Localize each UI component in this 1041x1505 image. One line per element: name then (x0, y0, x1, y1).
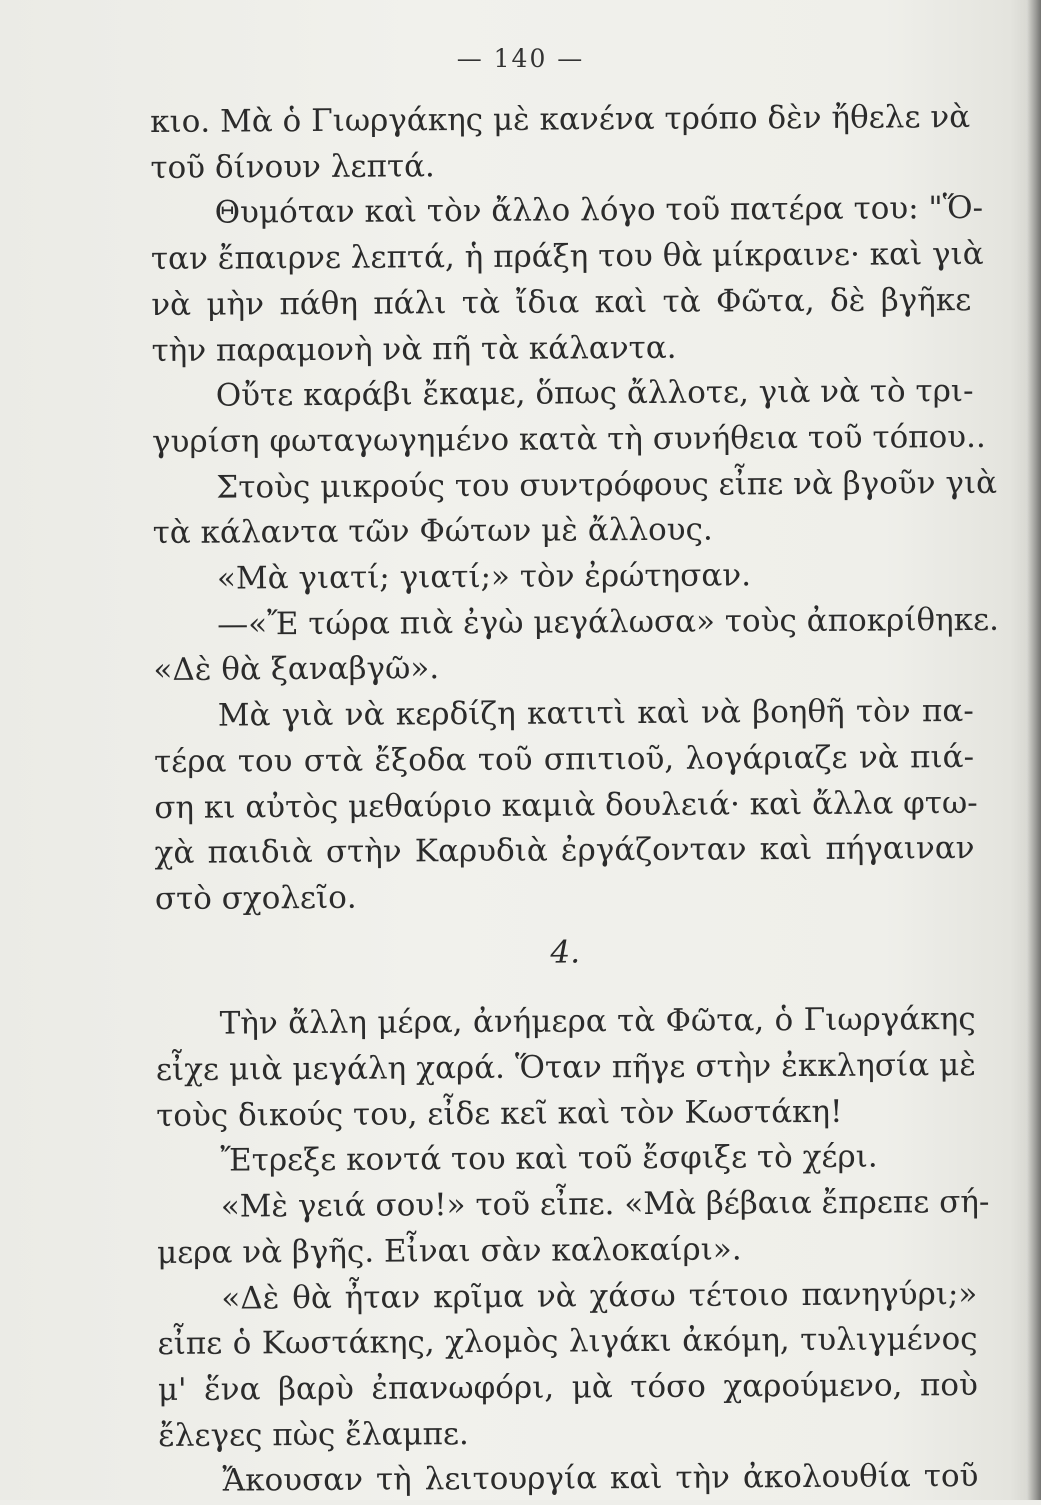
text-line: μ' ἕνα βαρὺ ἐπανωφόρι, μὰ τόσο χαρούμενο, ποὺ (157, 1366, 978, 1408)
paragraph (157, 1272, 978, 1460)
page-body (150, 95, 1000, 1505)
paragraph (156, 1180, 990, 1276)
text-line: εἶπε ὁ Κωστάκης, χλομὸς λιγάκι ἀκόμη, τυλιγμένος (157, 1321, 978, 1363)
page-number: — 140 — (456, 44, 585, 73)
paragraph (158, 1454, 978, 1505)
paragraph (151, 369, 986, 465)
text-line: Οὔτε καράβι ἔκαμε, ὅπως ἄλλοτε, γιὰ νὰ τὸ τρι- (215, 373, 974, 414)
text-line: Μὰ γιὰ νὰ κερδίζη κατιτὶ καὶ νὰ βοηθῆ τὸν πα- (217, 693, 974, 734)
text-line: ση κι αὐτὸς μεθαύριο καμιὰ δουλειά· καὶ ἄλλα φτω- (154, 784, 978, 826)
paragraph (156, 997, 977, 1139)
text-line: «Δὲ θὰ ξαναβγῶ». (153, 650, 440, 689)
book-spine-shadow (1027, 0, 1041, 1500)
text-line: Ἔτρεξε κοντά του καὶ τοῦ ἔσφιξε τὸ χέρι. (220, 1139, 878, 1180)
text-line: Στοὺς μικρούς του συντρόφους εἶπε νὰ βγοῦν γιὰ (216, 464, 998, 506)
text-line: στὸ σχολεῖο. (154, 879, 357, 917)
paragraph (153, 689, 978, 923)
text-line: μερα νὰ βγῆς. Εἶναι σὰν καλοκαίρι». (156, 1231, 742, 1271)
text-line: ἔλεγες πὼς ἔλαμπε. (158, 1415, 469, 1454)
text-line: «Μὲ γειά σου!» τοῦ εἶπε. «Μὰ βέβαια ἔπρεπε σή- (220, 1184, 990, 1225)
text-line: κιο. Μὰ ὁ Γιωργάκης μὲ κανένα τρόπο δὲν ἤθελε νὰ (150, 98, 971, 140)
paragraph (153, 552, 973, 603)
section-heading: 4. (550, 934, 581, 971)
text-line: νὰ μὴν πάθη πάλι τὰ ἴδια καὶ τὰ Φῶτα, δὲ βγῆκε (151, 281, 972, 323)
text-line: τὰ κάλαντα τῶν Φώτων μὲ ἄλλους. (152, 511, 713, 552)
text-line: γυρίση φωταγωγημένο κατὰ τὴ συνήθεια τοῦ τόπου.. (151, 418, 986, 460)
text-line: Θυμόταν καὶ τὸν ἄλλο λόγο τοῦ πατέρα του: "Ὅ- (214, 190, 984, 232)
text-line: εἶχε μιὰ μεγάλη χαρά. Ὅταν πῆγε στὴν ἐκκλησία μὲ (155, 1047, 977, 1089)
text-line: ταν ἔπαιρνε λεπτά, ἡ πράξη του θὰ μίκραινε· καὶ γιὰ (150, 236, 984, 278)
text-line: τοὺς δικούς του, εἶδε κεῖ καὶ τὸν Κωστάκη! (156, 1093, 843, 1134)
text-line: τέρα του στὰ ἔξοδα τοῦ σπιτιοῦ, λογάριαζε νὰ πιά- (153, 738, 975, 780)
paragraph (156, 1134, 976, 1185)
paragraph (153, 598, 1000, 694)
text-line: «Δὲ θὰ ἦταν κρῖμα νὰ χάσω τέτοιο πανηγύρι;» (221, 1275, 978, 1317)
paragraph (150, 95, 971, 191)
text-line: Τὴν ἄλλη μέρα, ἀνήμερα τὰ Φῶτα, ὁ Γιωργάκης (219, 1001, 976, 1042)
text-line: τοῦ δίνουν λεπτά. (150, 147, 435, 186)
paragraph (152, 461, 998, 557)
paragraph (150, 186, 984, 374)
text-line: «Μὰ γιατί; γιατί;» τὸν ἐρώτησαν. (216, 557, 752, 597)
text-line: —«Ἔ τώρα πιὰ ἐγὼ μεγάλωσα» τοὺς ἀποκρίθηκε. (217, 601, 1000, 643)
text-line: χὰ παιδιὰ στὴν Καρυδιὰ ἐργάζονταν καὶ πήγαιναν (154, 830, 975, 872)
text-line: τὴν παραμονὴ νὰ πῆ τὰ κάλαντα. (151, 329, 677, 369)
text-line: Ἄκουσαν τὴ λειτουργία καὶ τὴν ἀκολουθία τοῦ (222, 1458, 979, 1499)
